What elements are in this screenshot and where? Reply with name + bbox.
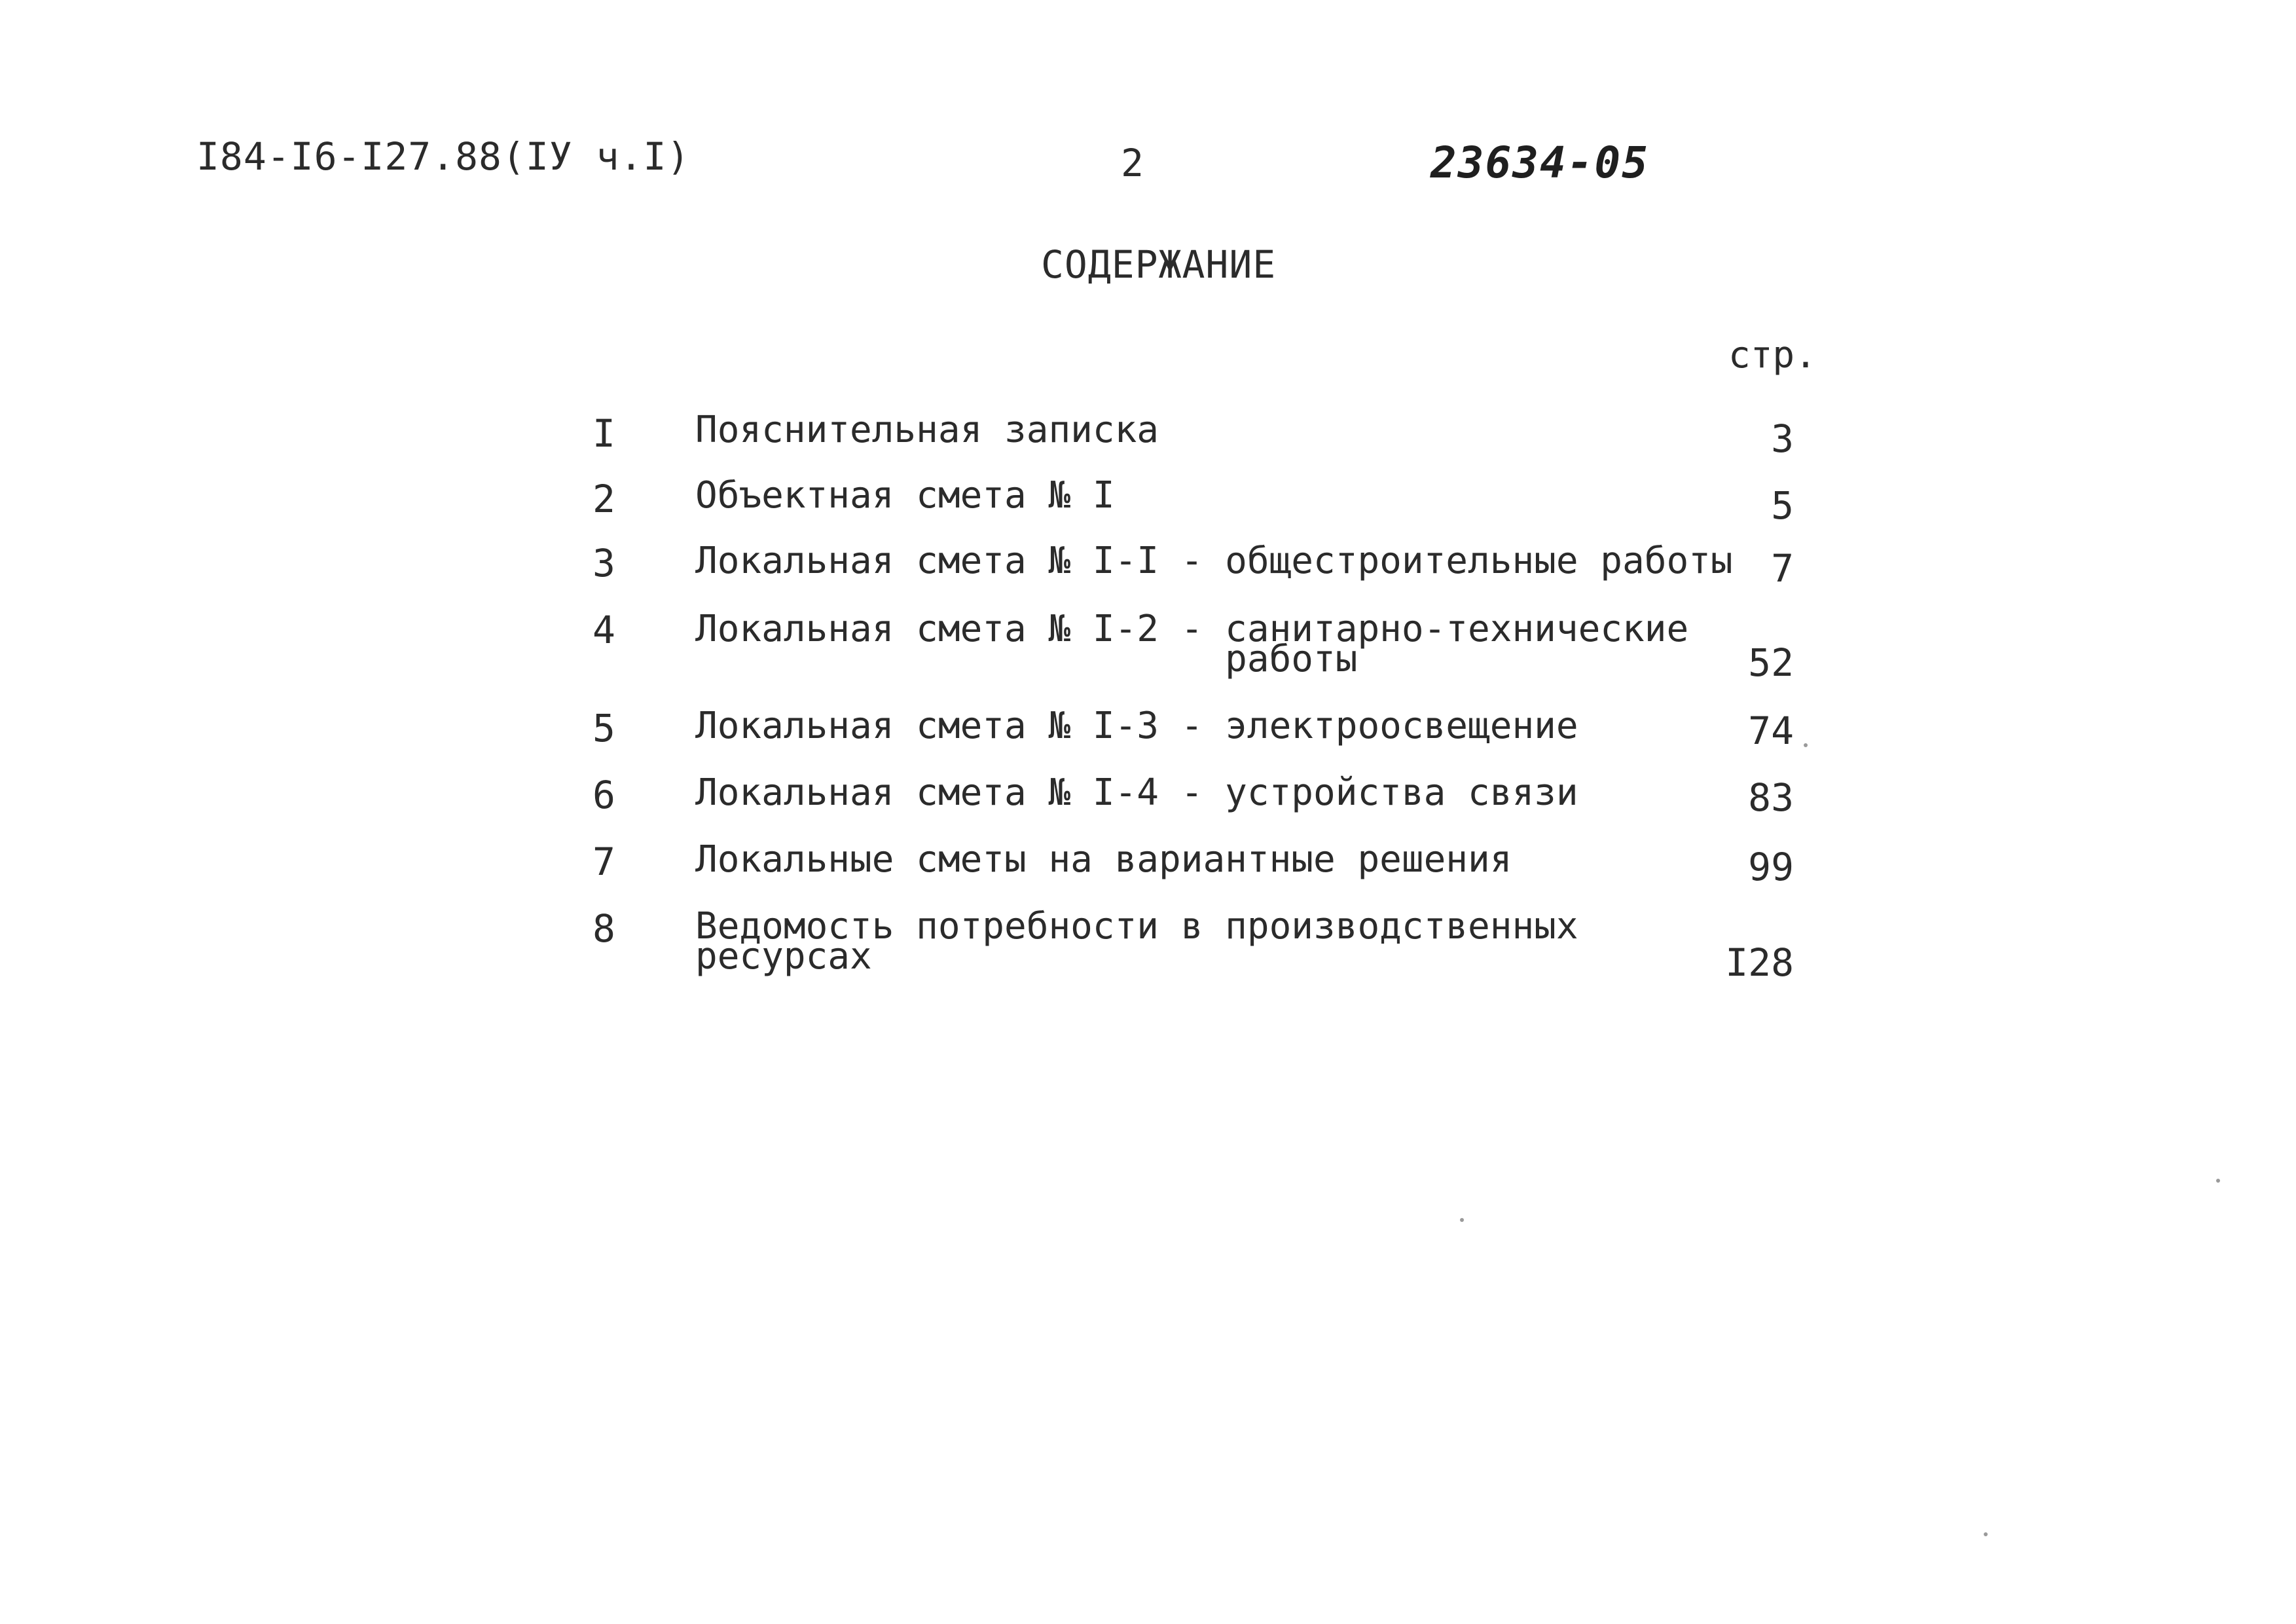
toc-item-title: Объектная смета № I <box>695 474 1115 517</box>
scan-speck <box>1984 1532 1988 1536</box>
toc-item-number: 8 <box>592 906 615 951</box>
toc-item-page: I28 <box>1725 940 1794 985</box>
toc-item-page: 99 <box>1748 845 1794 889</box>
toc-item-title: Локальная смета № I-3 - электроосвещение <box>695 705 1578 747</box>
toc-item-number: I <box>592 411 615 456</box>
scan-speck <box>1804 743 1808 747</box>
toc-item-number: 4 <box>592 608 615 652</box>
toc-item-page: 74 <box>1748 709 1794 753</box>
page-title: СОДЕРЖАНИЕ <box>1041 242 1277 287</box>
toc-item-title: Локальная смета № I-I - общестроительные работы <box>695 540 1733 582</box>
toc-item-title-continued: работы <box>695 638 1358 680</box>
document-code: I84-I6-I27.88(IУ ч.I) <box>196 134 691 179</box>
toc-item-number: 2 <box>592 477 615 521</box>
toc-item-number: 7 <box>592 840 615 884</box>
toc-item-title-continued: ресурсах <box>695 935 872 978</box>
toc-item-title: Пояснительная записка <box>695 409 1159 451</box>
toc-item-number: 5 <box>592 706 615 750</box>
toc-item-page: 5 <box>1771 483 1794 528</box>
toc-item-page: 83 <box>1748 775 1794 820</box>
toc-item-title: Локальная смета № I-2 - санитарно-технические <box>695 608 1689 650</box>
toc-item-number: 6 <box>592 773 615 817</box>
scan-speck <box>1460 1218 1464 1222</box>
page-column-label: стр. <box>1728 334 1817 377</box>
page-number: 2 <box>1121 141 1144 185</box>
toc-item-number: 3 <box>592 541 615 585</box>
toc-item-title: Локальные сметы на вариантные решения <box>695 838 1512 881</box>
scan-speck <box>2216 1179 2220 1183</box>
toc-item-page: 3 <box>1771 416 1794 461</box>
toc-item-title: Локальная смета № I-4 - устройства связи <box>695 771 1578 814</box>
toc-item-page: 7 <box>1771 546 1794 591</box>
toc-item-title: Ведомость потребности в производственных <box>695 905 1578 948</box>
toc-item-page: 52 <box>1748 640 1794 685</box>
inventory-stamp: 23634-05 <box>1430 138 1649 188</box>
